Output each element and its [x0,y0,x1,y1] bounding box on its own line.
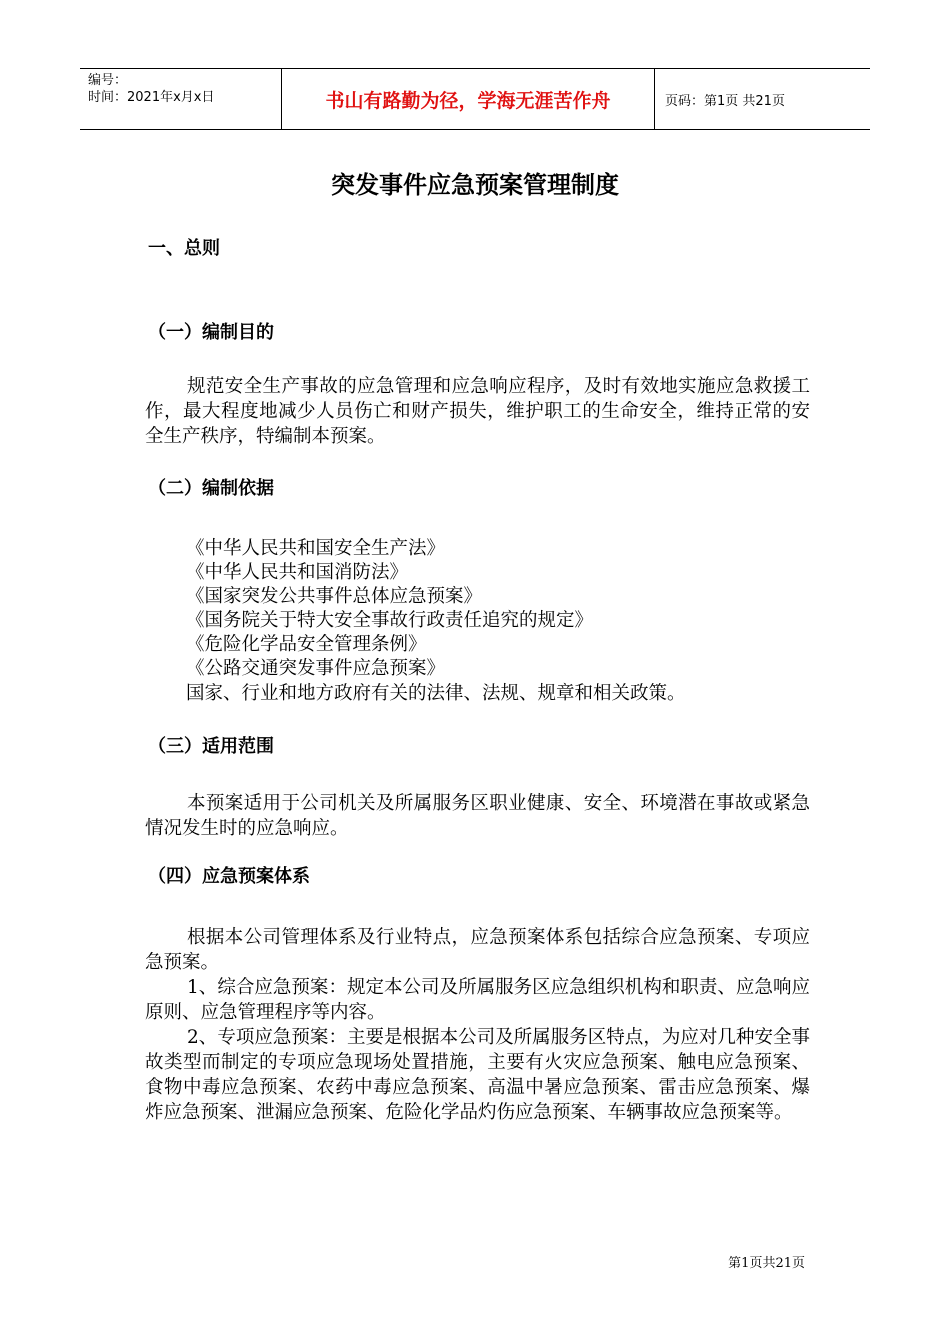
header-page-info: 页码：第1页 共21页 [665,93,785,109]
paragraph-purpose: 规范安全生产事故的应急管理和应急响应程序，及时有效地实施应急救援工作，最大程度地减少人员伤亡和财产损失，维护职工的生命安全，维持正常的安全生产秩序，特编制本预案。 [145,376,810,447]
subsection-heading-scope: （三）适用范围 [148,736,274,757]
page-header [80,68,870,130]
list-item: 《国务院关于特大安全事故行政责任追究的规定》 [186,610,594,631]
list-item: 《公路交通突发事件应急预案》 [186,658,446,679]
header-meta [80,69,282,129]
subsection-heading-purpose: （一）编制目的 [148,322,274,343]
header-motto: 书山有路勤为径，学海无涯苦作舟 [282,69,655,129]
paragraph-scope: 本预案适用于公司机关及所属服务区职业健康、安全、环境潜在事故或紧急情况发生时的应急响应。 [145,793,810,839]
list-item: 《国家突发公共事件总体应急预案》 [186,586,483,607]
paragraph-system-3: 2、专项应急预案：主要是根据本公司及所属服务区特点，为应对几种安全事故类型而制定的专项应急现场处置措施，主要有火灾应急预案、触电应急预案、食物中毒应急预案、农药中毒应急预案、高温中暑应急预案、雷击应急预案、爆炸应急预案、泄漏应急预案、危险化学品灼伤应急预案、车辆事故应急预案等。 [145,1027,810,1123]
paragraph-system-2: 1、综合应急预案：规定本公司及所属服务区应急组织机构和职责、应急响应原则、应急管理程序等内容。 [145,977,810,1023]
list-item: 《中华人民共和国安全生产法》 [186,538,446,559]
list-item: 《中华人民共和国消防法》 [186,562,409,583]
list-item: 《危险化学品安全管理条例》 [186,634,427,655]
header-time: 时间：2021年x月x日 [88,90,215,105]
header-number: 编号： [88,73,128,88]
paragraph-system-1: 根据本公司管理体系及行业特点，应急预案体系包括综合应急预案、专项应急预案。 [145,927,810,973]
subsection-heading-system: （四）应急预案体系 [148,866,310,887]
document-title: 突发事件应急预案管理制度 [331,171,619,199]
page-footer: 第1页共21页 [728,1256,805,1271]
section-heading-general: 一、总则 [148,238,220,259]
subsection-heading-basis: （二）编制依据 [148,478,274,499]
list-item: 国家、行业和地方政府有关的法律、法规、规章和相关政策。 [186,683,686,704]
